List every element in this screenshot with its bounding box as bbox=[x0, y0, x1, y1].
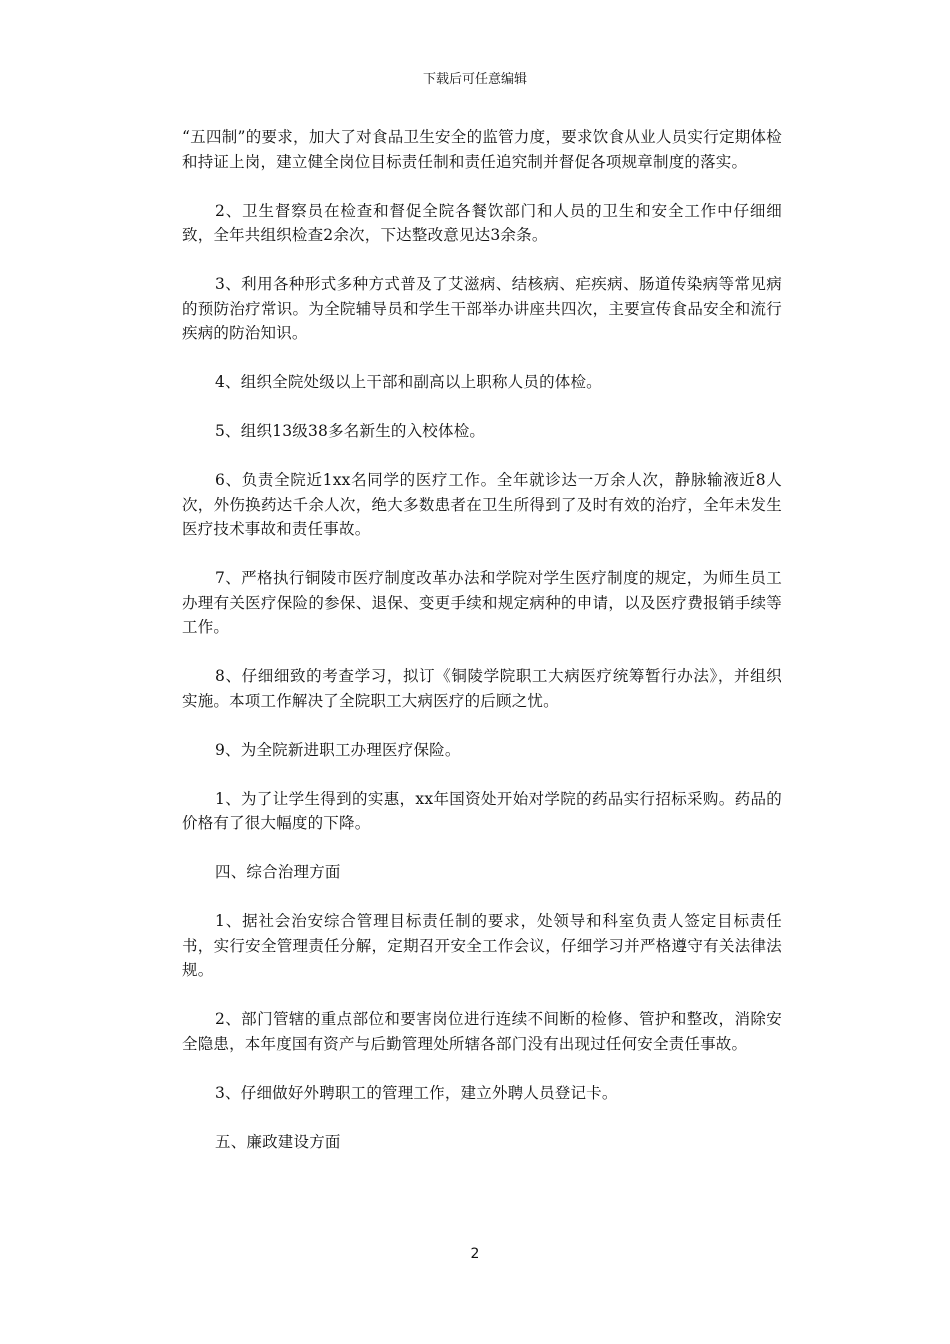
paragraph-13: 3、仔细做好外聘职工的管理工作，建立外聘人员登记卡。 bbox=[215, 1083, 618, 1102]
paragraph-12: 2、部门管辖的重点部位和要害岗位进行连续不间断的检修、管护和整改，消除安全隐患，本年度国有资产与后勤管理处所辖各部门没有出现过任何安全责任事故。 bbox=[182, 1010, 782, 1053]
paragraph-11: 1、据社会治安综合管理目标责任制的要求，处领导和科室负责人签定目标责任书，实行安全管理责任分解，定期召开安全工作会议，仔细学习并严格遵守有关法律法规。 bbox=[182, 912, 782, 979]
section-heading-4: 四、综合治理方面 bbox=[215, 863, 341, 881]
paragraph-0: “五四制”的要求，加大了对食品卫生安全的监管力度，要求饮食从业人员实行定期体检和持证上岗，建立健全岗位目标责任制和责任追究制并督促各项规章制度的落实。 bbox=[182, 128, 782, 171]
paragraph-3: 4、组织全院处级以上干部和副高以上职称人员的体检。 bbox=[215, 373, 602, 391]
section-heading-5: 五、廉政建设方面 bbox=[215, 1132, 341, 1151]
paragraph-8: 9、为全院新进职工办理医疗保险。 bbox=[215, 740, 461, 759]
paragraph-5: 6、负责全院近1xx名同学的医疗工作。全年就诊达一万余人次，静脉输液近8人次，外伤换药达千余人次，绝大多数患者在卫生所得到了及时有效的治疗，全年未发生医疗技术事故和责任事故。 bbox=[182, 471, 782, 538]
page-number: 2 bbox=[470, 1246, 480, 1262]
paragraph-7: 8、仔细细致的考查学习，拟订《铜陵学院职工大病医疗统筹暂行办法》，并组织实施。本项工作解决了全院职工大病医疗的后顾之忧。 bbox=[182, 667, 782, 710]
paragraph-2: 3、利用各种形式多种方式普及了艾滋病、结核病、疟疾病、肠道传染病等常见病的预防治疗常识。为全院辅导员和学生干部举办讲座共四次，主要宣传食品安全和流行疾病的防治知识。 bbox=[182, 275, 782, 342]
page-header: 下载后可任意编辑 bbox=[422, 72, 527, 87]
paragraph-1: 2、卫生督察员在检查和督促全院各餐饮部门和人员的卫生和安全工作中仔细细致，全年共组织检查2余次，下达整改意见达3余条。 bbox=[182, 201, 782, 244]
document-body bbox=[182, 125, 782, 1179]
paragraph-6: 7、严格执行铜陵市医疗制度改革办法和学院对学生医疗制度的规定，为师生员工办理有关医疗保险的参保、退保、变更手续和规定病种的申请，以及医疗费报销手续等工作。 bbox=[182, 569, 782, 636]
paragraph-4: 5、组织13级38多名新生的入校体检。 bbox=[215, 422, 486, 440]
paragraph-9: 1、为了让学生得到的实惠，xx年国资处开始对学院的药品实行招标采购。药品的价格有了很大幅度的下降。 bbox=[182, 789, 782, 832]
